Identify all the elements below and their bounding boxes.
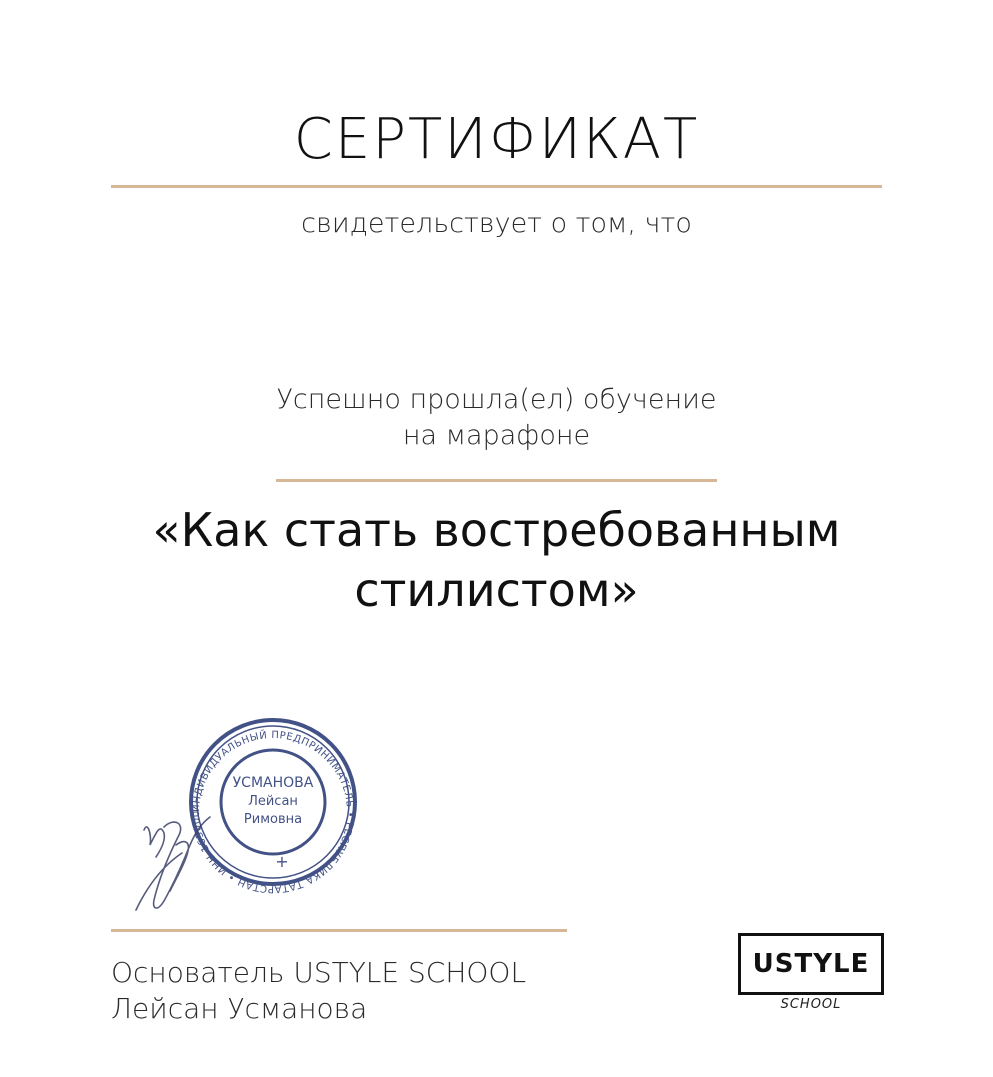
stamp-text-3: Римовна bbox=[243, 812, 303, 827]
founder-block bbox=[111, 955, 671, 1027]
course-title bbox=[0, 500, 993, 620]
top-divider bbox=[111, 185, 882, 188]
stamp-text-1: УСМАНОВА bbox=[232, 775, 314, 791]
svg-text:+: + bbox=[275, 852, 289, 871]
course-title-line-1: «Как стать востребованным bbox=[152, 503, 841, 557]
seal-stamp bbox=[130, 705, 370, 920]
ustyle-logo-subtitle: SCHOOL bbox=[780, 997, 842, 1012]
completion-line-2: на марафоне bbox=[402, 420, 591, 451]
founder-name: Лейсан Усманова bbox=[111, 992, 368, 1025]
completion-line-1: Успешно прошла(ел) обучение bbox=[276, 384, 717, 415]
founder-role: Основатель USTYLE SCHOOL bbox=[111, 956, 527, 989]
signature-divider bbox=[111, 929, 567, 932]
middle-divider bbox=[276, 479, 717, 482]
ustyle-logo: USTYLE bbox=[738, 933, 884, 995]
course-title-line-2: стилистом» bbox=[354, 563, 639, 617]
stamp-ring-text: ИНДИВИДУАЛЬНЫЙ ПРЕДПРИНИМАТЕЛЬ • РЕСПУБЛИКА ТАТАРСТАН • ИНН 165000 bbox=[190, 729, 356, 895]
stamp-text-2: Лейсан bbox=[248, 794, 298, 809]
certificate-title: СЕРТИФИКАТ bbox=[293, 107, 700, 172]
certificate-subtitle: свидетельствует о том, что bbox=[301, 208, 692, 239]
completion-statement bbox=[0, 382, 993, 454]
